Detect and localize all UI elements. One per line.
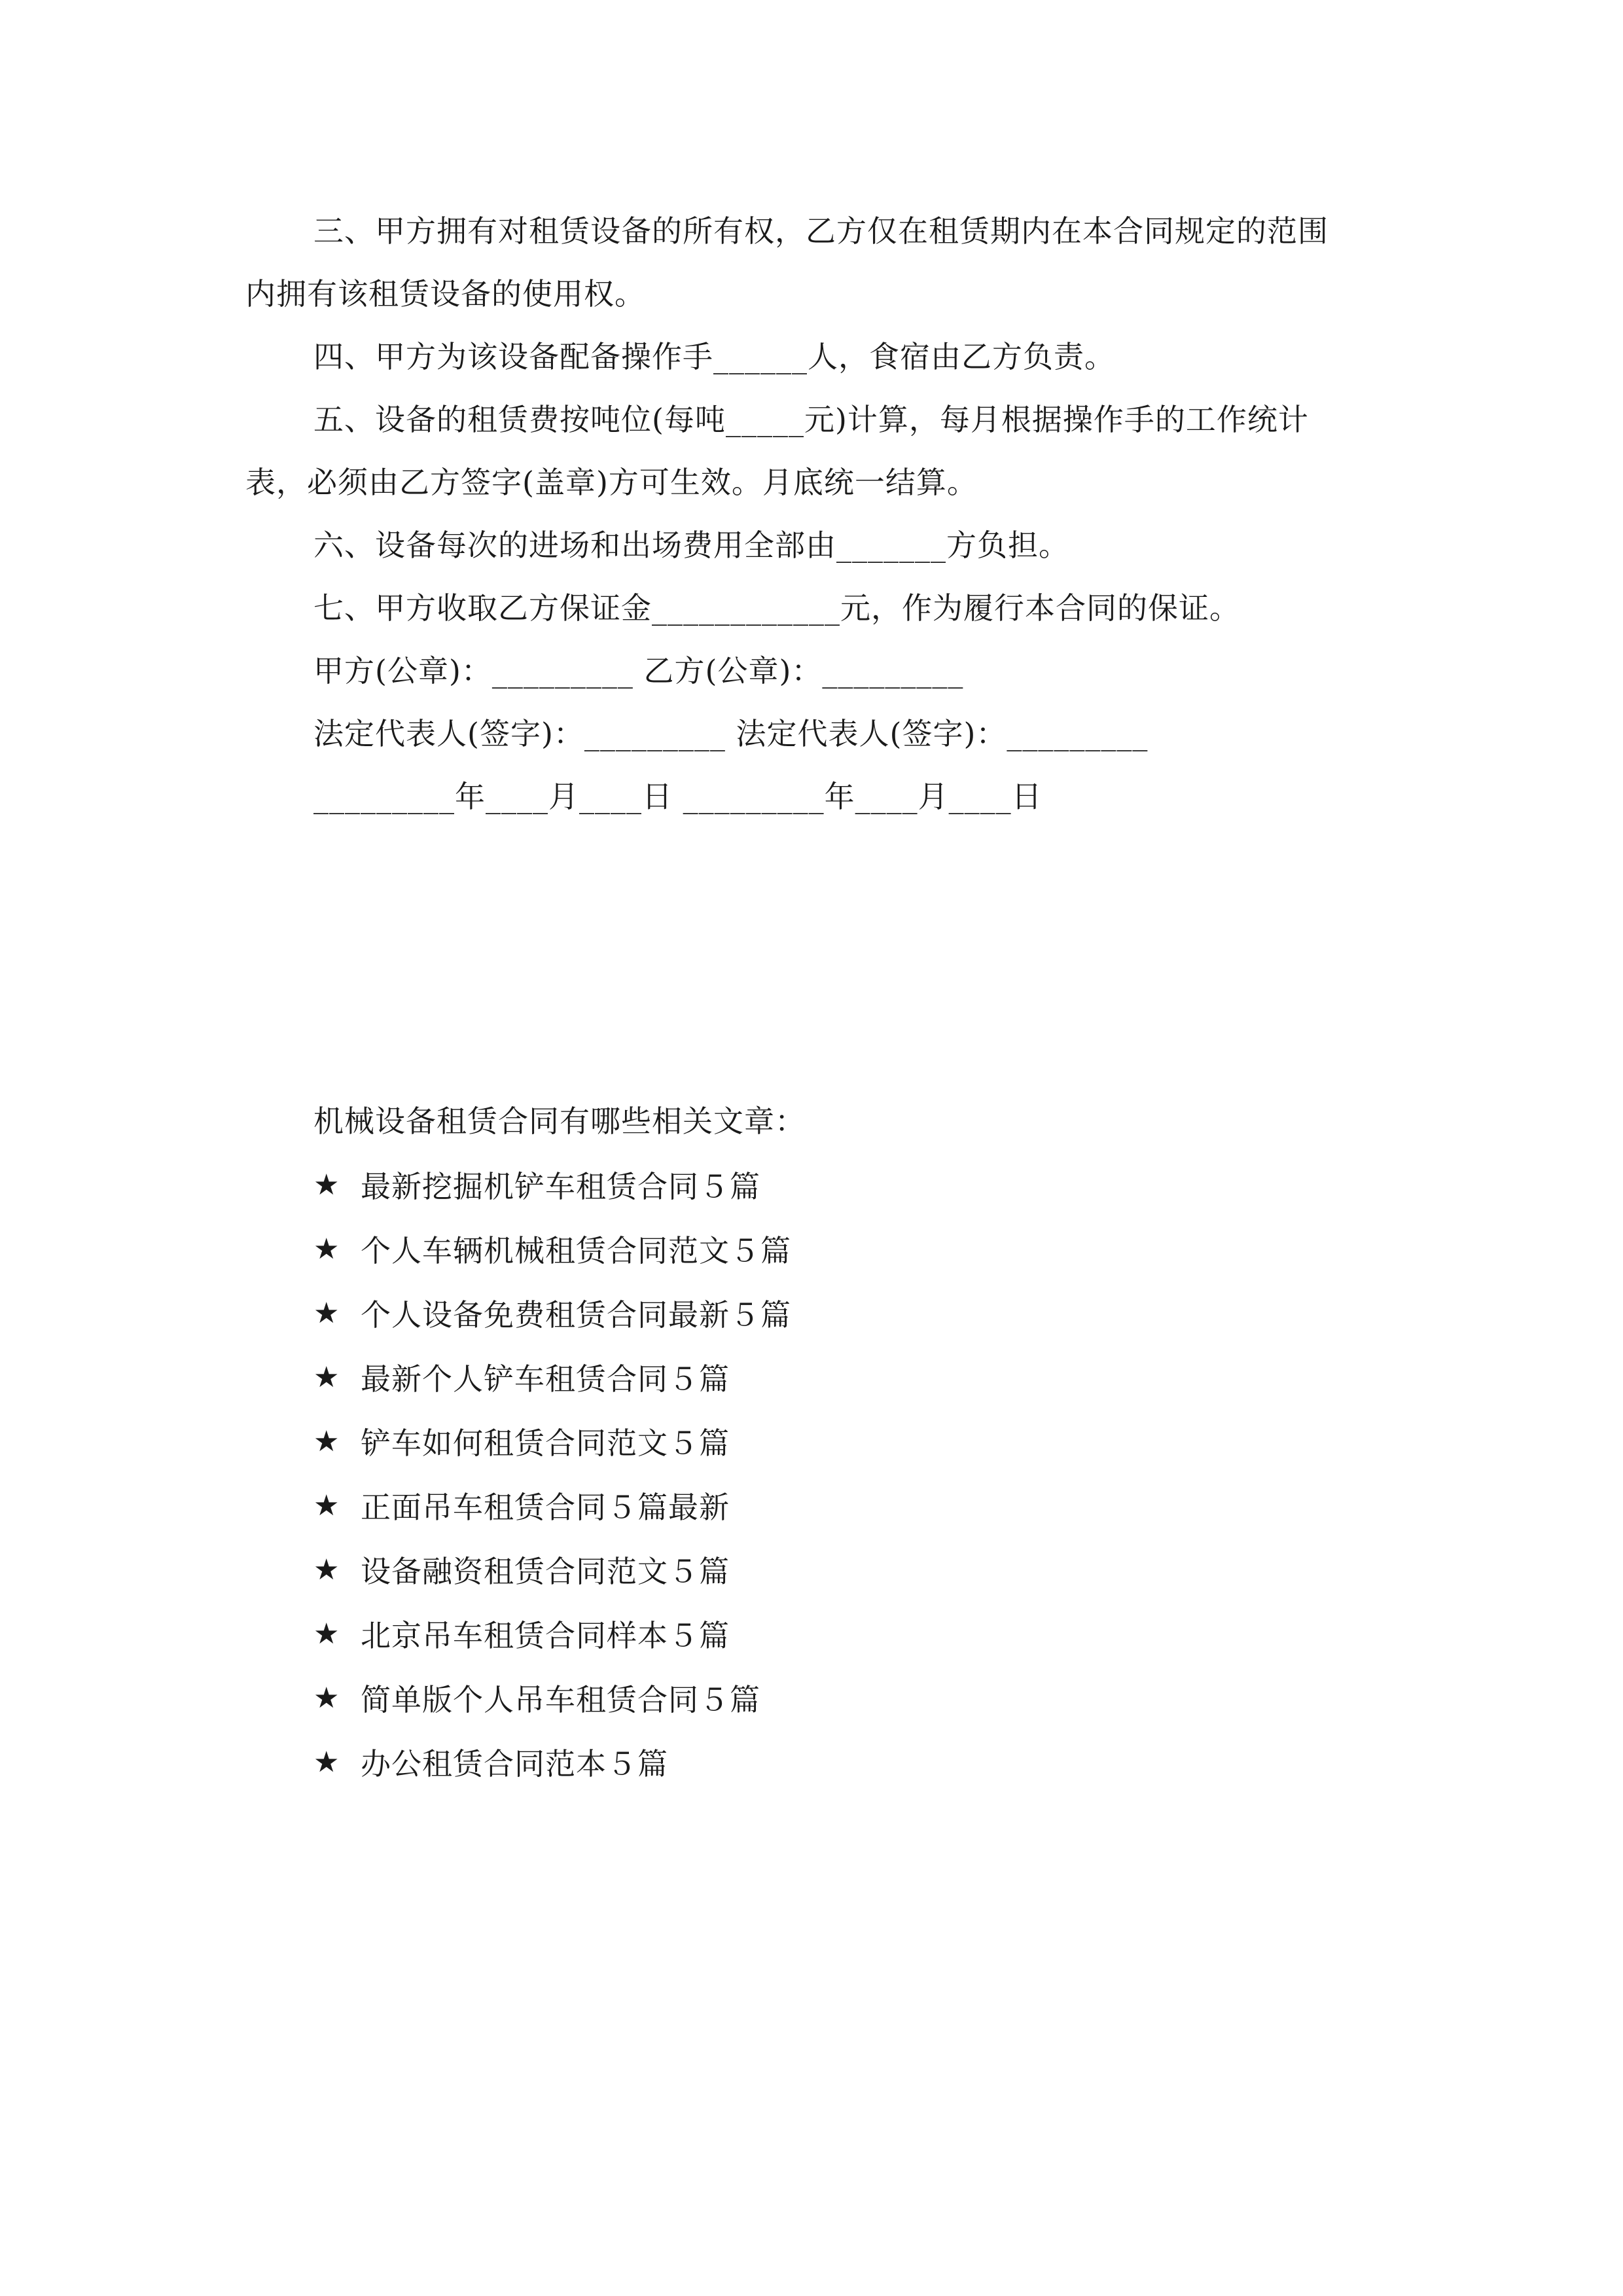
star-icon: ★ (313, 1617, 340, 1651)
representative-line: 法定代表人(签字)：_________ 法定代表人(签字)：_________ (313, 716, 1149, 751)
contract-clauses (245, 200, 1384, 828)
star-icon: ★ (313, 1745, 340, 1779)
clause-6: 六、设备每次的进场和出场费用全部由_______方负担。 (313, 528, 1069, 563)
clause-3-line-2: 内拥有该租赁设备的使用权。 (245, 276, 645, 312)
related-article-link[interactable]: 正面吊车租赁合同５篇最新 (361, 1490, 730, 1525)
related-article-item[interactable] (313, 1217, 1361, 1281)
star-icon: ★ (313, 1168, 340, 1202)
seal-line: 甲方(公章)：_________ 乙方(公章)：_________ (313, 653, 964, 689)
related-article-item[interactable] (313, 1281, 1361, 1345)
star-icon: ★ (313, 1232, 340, 1266)
related-article-link[interactable]: 北京吊车租赁合同样本５篇 (361, 1618, 730, 1653)
clause-3-line-1: 三、甲方拥有对租赁设备的所有权，乙方仅在租赁期内在本合同规定的范围 (313, 213, 1329, 249)
related-article-link[interactable]: 设备融资租赁合同范文５篇 (361, 1554, 730, 1589)
related-article-item[interactable] (313, 1537, 1361, 1602)
related-article-item[interactable] (313, 1153, 1361, 1217)
related-article-link[interactable]: 个人车辆机械租赁合同范文５篇 (361, 1233, 791, 1268)
related-article-item[interactable] (313, 1666, 1361, 1730)
related-article-link[interactable]: 最新个人铲车租赁合同５篇 (361, 1361, 730, 1397)
star-icon: ★ (313, 1488, 340, 1522)
related-article-item[interactable] (313, 1473, 1361, 1537)
related-articles (313, 1090, 1361, 1794)
clause-5-line-2: 表，必须由乙方签字(盖章)方可生效。月底统一结算。 (245, 465, 978, 500)
related-articles-list (313, 1153, 1361, 1794)
clause-4: 四、甲方为该设备配备操作手______人，食宿由乙方负责。 (313, 339, 1115, 374)
clause-7: 七、甲方收取乙方保证金____________元，作为履行本合同的保证。 (313, 590, 1240, 626)
star-icon: ★ (313, 1552, 340, 1587)
related-article-link[interactable]: 办公租赁合同范本５篇 (361, 1746, 668, 1782)
related-article-item[interactable] (313, 1602, 1361, 1666)
related-article-link[interactable]: 最新挖掘机铲车租赁合同５篇 (361, 1169, 760, 1204)
date-line: _________年____月____日 _________年____月____日 (313, 779, 1043, 814)
star-icon: ★ (313, 1681, 340, 1715)
star-icon: ★ (313, 1296, 340, 1330)
related-article-link[interactable]: 简单版个人吊车租赁合同５篇 (361, 1682, 760, 1717)
related-articles-title: 机械设备租赁合同有哪些相关文章： (313, 1103, 806, 1139)
related-article-item[interactable] (313, 1345, 1361, 1409)
star-icon: ★ (313, 1424, 340, 1458)
related-article-item[interactable] (313, 1409, 1361, 1473)
related-article-item[interactable] (313, 1730, 1361, 1794)
related-article-link[interactable]: 铲车如何租赁合同范文５篇 (361, 1426, 730, 1461)
clause-5-line-1: 五、设备的租赁费按吨位(每吨_____元)计算，每月根据操作手的工作统计 (313, 402, 1309, 437)
related-article-link[interactable]: 个人设备免费租赁合同最新５篇 (361, 1297, 791, 1333)
star-icon: ★ (313, 1360, 340, 1394)
